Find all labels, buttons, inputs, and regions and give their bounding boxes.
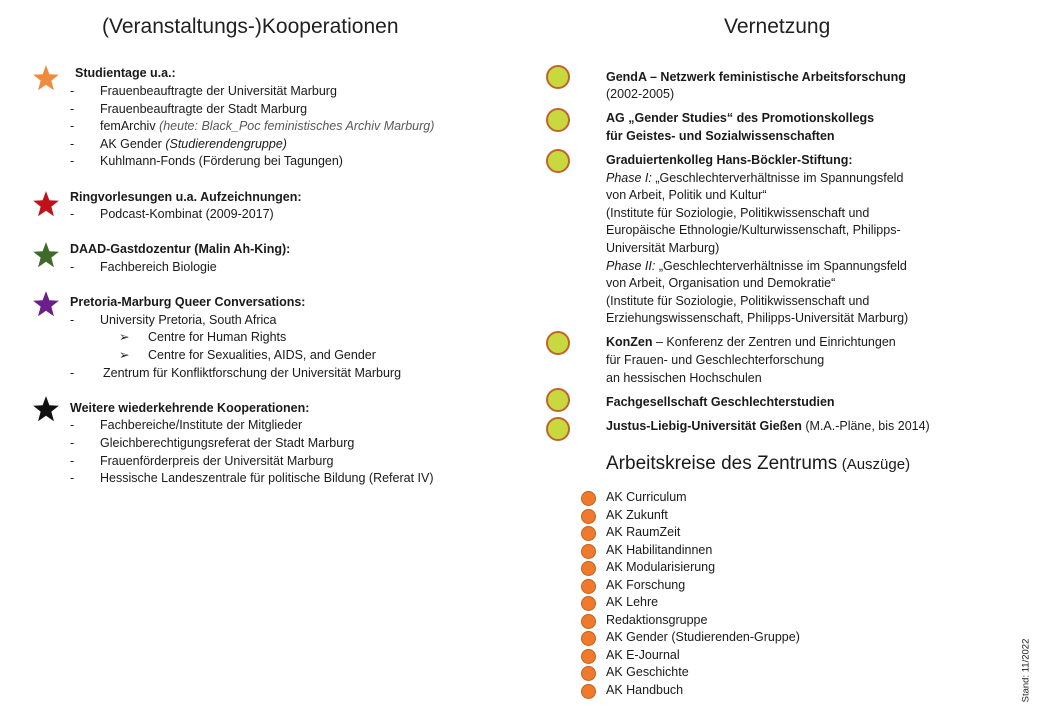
dash: - xyxy=(70,436,75,450)
circle-bullet-icon xyxy=(546,149,570,173)
list-item: Frauenbeauftragte der Stadt Marburg xyxy=(100,102,308,116)
gk-phase2 xyxy=(606,258,907,276)
list-item: Centre for Sexualities, AIDS, and Gender xyxy=(148,348,376,362)
circle-bullet-icon xyxy=(546,65,570,89)
circle-bullet-icon xyxy=(581,509,596,524)
list-item: Centre for Human Rights xyxy=(148,330,287,344)
ak-title-text: Arbeitskreise des Zentrums xyxy=(606,453,838,474)
gk-line: (Institute für Soziologie, Politikwissenschaft und xyxy=(606,206,870,220)
dash: - xyxy=(70,471,75,485)
group-heading-pretoria: Pretoria-Marburg Queer Conversations: xyxy=(70,295,306,309)
star-icon xyxy=(32,395,60,423)
dash: - xyxy=(70,207,75,221)
group-heading-ringvorlesungen: Ringvorlesungen u.a. Aufzeichnungen: xyxy=(70,190,302,204)
group-heading-daad: DAAD-Gastdozentur (Malin Ah-King): xyxy=(70,242,291,256)
network-name: GendA xyxy=(606,70,647,84)
list-item: Zentrum für Konfliktforschung der Universität Marburg xyxy=(103,366,402,380)
star-icon xyxy=(32,64,60,92)
arrow-bullet-icon: ➢ xyxy=(119,348,130,362)
konzen-line: für Frauen- und Geschlechterforschung xyxy=(606,353,825,367)
list-item: Kuhlmann-Fonds (Förderung bei Tagungen) xyxy=(100,154,343,168)
list-item-note: (heute: Black_Poc feministisches Archiv Marburg) xyxy=(159,119,435,133)
list-item: Frauenförderpreis der Universität Marburg xyxy=(100,454,334,468)
circle-bullet-icon xyxy=(581,649,596,664)
dash: - xyxy=(70,102,75,116)
gk-line: Universität Marburg) xyxy=(606,241,720,255)
circle-bullet-icon xyxy=(581,631,596,646)
circle-bullet-icon xyxy=(546,331,570,355)
list-item: Frauenbeauftragte der Universität Marburg xyxy=(100,84,337,98)
gk-phase1 xyxy=(606,170,903,188)
network-years: (2002-2005) xyxy=(606,87,675,101)
star-icon xyxy=(32,241,60,269)
ak-item: AK Forschung xyxy=(606,577,686,592)
phase-label: Phase II: xyxy=(606,259,656,273)
list-item-text: AK Gender xyxy=(100,137,162,151)
circle-bullet-icon xyxy=(546,417,570,441)
konzen-line: an hessischen Hochschulen xyxy=(606,371,762,385)
network-genda xyxy=(606,69,906,87)
circle-bullet-icon xyxy=(581,614,596,629)
circle-bullet-icon xyxy=(581,666,596,681)
list-item: Gleichberechtigungsreferat der Stadt Marburg xyxy=(100,436,355,450)
dash: - xyxy=(70,119,75,133)
circle-bullet-icon xyxy=(546,388,570,412)
ak-item: AK RaumZeit xyxy=(606,525,681,539)
network-desc: (M.A.-Pläne, bis 2014) xyxy=(801,419,930,433)
ak-item: Redaktionsgruppe xyxy=(606,612,708,627)
ak-item: AK Habilitandinnen xyxy=(606,542,713,557)
list-item: Hessische Landeszentrale für politische Bildung (Referat IV) xyxy=(100,471,434,485)
list-item: Podcast-Kombinat (2009-2017) xyxy=(100,207,274,221)
ak-item: AK Gender (Studierenden-Gruppe) xyxy=(606,630,800,644)
ak-item: AK Zukunft xyxy=(606,507,668,522)
ak-item: AK Modularisierung xyxy=(606,560,716,574)
gk-line: Europäische Ethnologie/Kulturwissenschaft, Philipps- xyxy=(606,223,901,237)
stand-label: Stand: 11/2022 xyxy=(1020,638,1032,703)
ak-item: AK Lehre xyxy=(606,595,659,609)
dash: - xyxy=(70,84,75,98)
gk-line: von Arbeit, Organisation und Demokratie“ xyxy=(606,276,836,290)
network-ag: AG „Gender Studies“ des Promotionskollegs xyxy=(606,111,875,125)
circle-bullet-icon xyxy=(581,684,596,699)
network-desc: – Netzwerk feministische Arbeitsforschung xyxy=(646,70,906,84)
ak-item: AK Curriculum xyxy=(606,490,687,504)
list-item: University Pretoria, South Africa xyxy=(100,313,277,327)
dash: - xyxy=(70,454,75,468)
arrow-bullet-icon: ➢ xyxy=(119,330,130,344)
dash: - xyxy=(70,137,75,151)
gk-line: Erziehungswissenschaft, Philipps-Universität Marburg) xyxy=(606,311,909,325)
right-title: Vernetzung xyxy=(724,15,831,38)
dash: - xyxy=(70,418,75,432)
circle-bullet-icon xyxy=(581,491,596,506)
gk-line: (Institute für Soziologie, Politikwissenschaft und xyxy=(606,294,870,308)
dash: - xyxy=(70,366,75,380)
list-item-note: (Studierendengruppe) xyxy=(165,137,287,151)
gk-line: von Arbeit, Politik und Kultur“ xyxy=(606,188,767,202)
group-heading-weitere: Weitere wiederkehrende Kooperationen: xyxy=(70,401,310,415)
ak-item: AK Handbuch xyxy=(606,682,684,697)
dash: - xyxy=(70,260,75,274)
list-item: Fachbereich Biologie xyxy=(100,260,217,274)
network-fg: Fachgesellschaft Geschlechterstudien xyxy=(606,395,835,409)
group-heading-studientage: Studientage u.a.: xyxy=(75,66,176,80)
list-item xyxy=(100,136,287,154)
network-ag-line2: für Geistes- und Sozialwissenschaften xyxy=(606,129,835,143)
circle-bullet-icon xyxy=(546,108,570,132)
ak-title-small: (Auszüge) xyxy=(841,456,911,473)
circle-bullet-icon xyxy=(581,561,596,576)
star-icon xyxy=(32,190,60,218)
star-icon xyxy=(32,290,60,318)
ak-title xyxy=(606,453,910,475)
circle-bullet-icon xyxy=(581,579,596,594)
phase-text: „Geschlechterverhältnisse im Spannungsfeld xyxy=(655,259,907,273)
circle-bullet-icon xyxy=(581,596,596,611)
list-item-text: femArchiv xyxy=(100,119,156,133)
network-name: Justus-Liebig-Universität Gießen xyxy=(606,419,802,433)
phase-label: Phase I: xyxy=(606,171,652,185)
left-title: (Veranstaltungs-)Kooperationen xyxy=(102,15,399,38)
network-name: KonZen xyxy=(606,335,653,349)
ak-item: AK Geschichte xyxy=(606,665,689,679)
phase-text: „Geschlechterverhältnisse im Spannungsfeld xyxy=(651,171,904,185)
circle-bullet-icon xyxy=(581,544,596,559)
network-konzen xyxy=(606,334,896,352)
circle-bullet-icon xyxy=(581,526,596,541)
list-item xyxy=(100,118,434,136)
ak-item: AK E-Journal xyxy=(606,647,680,662)
dash: - xyxy=(70,313,75,327)
network-jlu xyxy=(606,418,930,436)
dash: - xyxy=(70,154,75,168)
list-item: Fachbereiche/Institute der Mitglieder xyxy=(100,418,303,432)
network-gk-heading: Graduiertenkolleg Hans-Böckler-Stiftung: xyxy=(606,153,853,167)
network-desc: – Konferenz der Zentren und Einrichtungen xyxy=(652,335,896,349)
